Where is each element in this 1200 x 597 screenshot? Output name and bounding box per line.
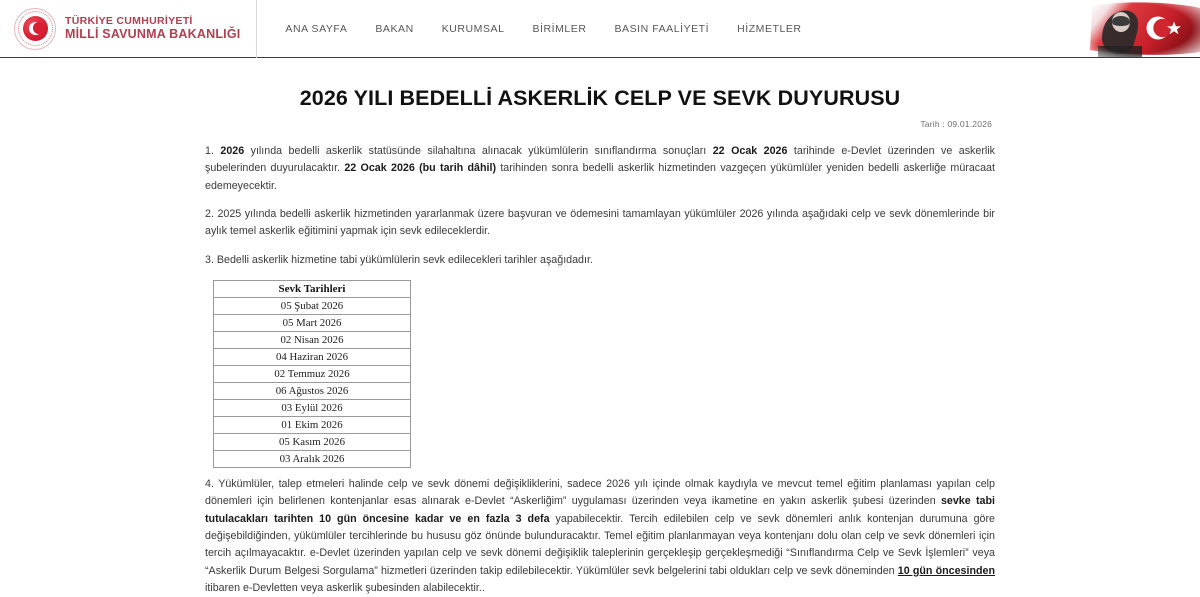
paragraph-3: 3. Bedelli askerlik hizmetine tabi yükümlülerin sevk edilecekleri tarihler aşağıdadır. — [205, 253, 593, 266]
publish-date: Tarih : 09.01.2026 — [920, 119, 992, 129]
p4-underline-1: 10 gün öncesinden — [897, 564, 995, 577]
table-body — [214, 297, 411, 467]
date-cell: 02 Nisan 2026 — [214, 331, 411, 348]
p4-text-2: yapabilecektir. Tercih edilebilen celp ve sevk dönemleri anlık kontenjan durumuna göre değişebildiğinden, yükümlüler tercihlerinde bu hususu göz önünde bulunduracaktır. Temel eğitim planlanmayan veya kontenjanı dolu olan celp ve sevk dönemleri için tercih açılmayacaktır. e-Devlet üzerinden yapılan celp ve sevk dönemi değişiklik taleplerinin gerçekleşip gerçekleşmediği “Sınıflandırma Celp ve Sevk İşlemleri” veya “Askerlik Durum Belgesi Sorgulama” hizmetleri üzerinden takip edilebilecektir. Yükümlüler sevk belgelerini tabi oldukları celp ve sevk döneminden — [205, 512, 995, 577]
date-cell: 01 Ekim 2026 — [214, 416, 411, 433]
sevk-dates-table — [213, 280, 411, 468]
p4-text-3: itibaren e-Devletten veya askerlik şubesinden alabilecektir.. — [205, 581, 485, 594]
table-row — [214, 314, 411, 331]
nav-basin-faaliyeti[interactable]: BASIN FAALİYETİ — [614, 22, 710, 35]
p1-text-3: tarihinde e-Devlet üzerinden ve askerlik şubelerinden duyurulacaktır. — [205, 145, 995, 175]
table-head — [214, 280, 411, 297]
table-row — [214, 297, 411, 314]
p1-bold-1: 2026 — [220, 145, 245, 157]
p1-text-1: 1. — [205, 145, 221, 157]
p4-bold-1: sevke tabi tutulacakları tarihten 10 gün öncesine kadar ve en fazla 3 defa — [205, 495, 995, 525]
column-header-sevk-tarihleri: Sevk Tarihleri — [214, 280, 411, 297]
table-row — [214, 331, 411, 348]
p1-bold-3: 22 Ocak 2026 (bu tarih dâhil) — [344, 162, 496, 175]
table-row — [214, 433, 411, 450]
table-row — [214, 416, 411, 433]
brand-line-1: TÜRKİYE CUMHURİYETİ — [65, 14, 193, 27]
p1-bold-2: 22 Ocak 2026 — [712, 145, 788, 157]
crescent-star-icon — [29, 22, 42, 35]
brand-logo[interactable] — [14, 0, 257, 58]
site-header — [0, 0, 1200, 58]
table-row — [214, 399, 411, 416]
date-cell: 03 Eylül 2026 — [214, 399, 411, 416]
nav-birimler[interactable]: BİRİMLER — [532, 22, 587, 35]
nav-bakan[interactable]: BAKAN — [375, 22, 414, 35]
page-title: 2026 YILI BEDELLİ ASKERLİK CELP VE SEVK DUYURUSU — [299, 86, 901, 110]
p1-text-2: yılında bedelli askerlik statüsünde silahaltına alınacak yükümlülerin sınıflandırma sonuçları — [244, 145, 713, 157]
table-row — [214, 450, 411, 467]
date-cell: 04 Haziran 2026 — [214, 348, 411, 365]
emblem-red-disc — [23, 16, 48, 41]
p1-text-4: tarihinden sonra bedelli askerlik hizmetinden vazgeçen yükümlüler yeniden bedelli askerliğe müracaat edemeyecektir. — [205, 162, 995, 192]
date-cell: 03 Aralık 2026 — [214, 450, 411, 467]
table-row — [214, 365, 411, 382]
date-cell: 05 Kasım 2026 — [214, 433, 411, 450]
table-row — [214, 382, 411, 399]
nav-ana-sayfa[interactable]: ANA SAYFA — [285, 22, 348, 35]
nav-hizmetler[interactable]: HİZMETLER — [737, 22, 802, 35]
date-cell: 05 Mart 2026 — [214, 314, 411, 331]
table-row — [214, 348, 411, 365]
paragraph-4 — [205, 476, 995, 597]
brand-line-2: MİLLİ SAVUNMA BAKANLIĞI — [65, 27, 241, 42]
p4-text-1: 4. Yükümlüler, talep etmeleri halinde celp ve sevk dönemi değişikliklerini, sadece 2026 yılı içinde olmak kaydıyla ve mevcut temel eğitim planlaması yapılan celp dönemleri için belirlenen kontenjanlar esas alınarak e-Devlet “Askerliğim” uygulaması üzerinden veya ikametine en yakın askerlik şubesi üzerinden — [205, 477, 995, 508]
paragraph-1 — [205, 143, 995, 195]
nav-kurumsal[interactable]: KURUMSAL — [441, 22, 505, 35]
turkish-crescent-star-emblem-icon — [14, 8, 56, 50]
brand-text — [65, 16, 240, 42]
date-cell: 05 Şubat 2026 — [214, 297, 411, 314]
main-navigation — [271, 17, 815, 41]
date-cell: 02 Temmuz 2026 — [214, 365, 411, 382]
page-content — [0, 58, 1200, 597]
ataturk-flag-banner-image — [1076, 0, 1200, 57]
date-cell: 06 Ağustos 2026 — [214, 382, 411, 399]
paragraph-2: 2. 2025 yılında bedelli askerlik hizmetinden yararlanmak üzere başvuran ve ödemesini tamamlayan yükümlüler 2026 yılında aşağıdaki celp ve sevk dönemlerinde bir aylık temel askerlik eğitimini yapmak için sevk edileceklerdir. — [205, 207, 995, 238]
table-header-row — [214, 280, 411, 297]
announcement-article — [205, 58, 995, 597]
